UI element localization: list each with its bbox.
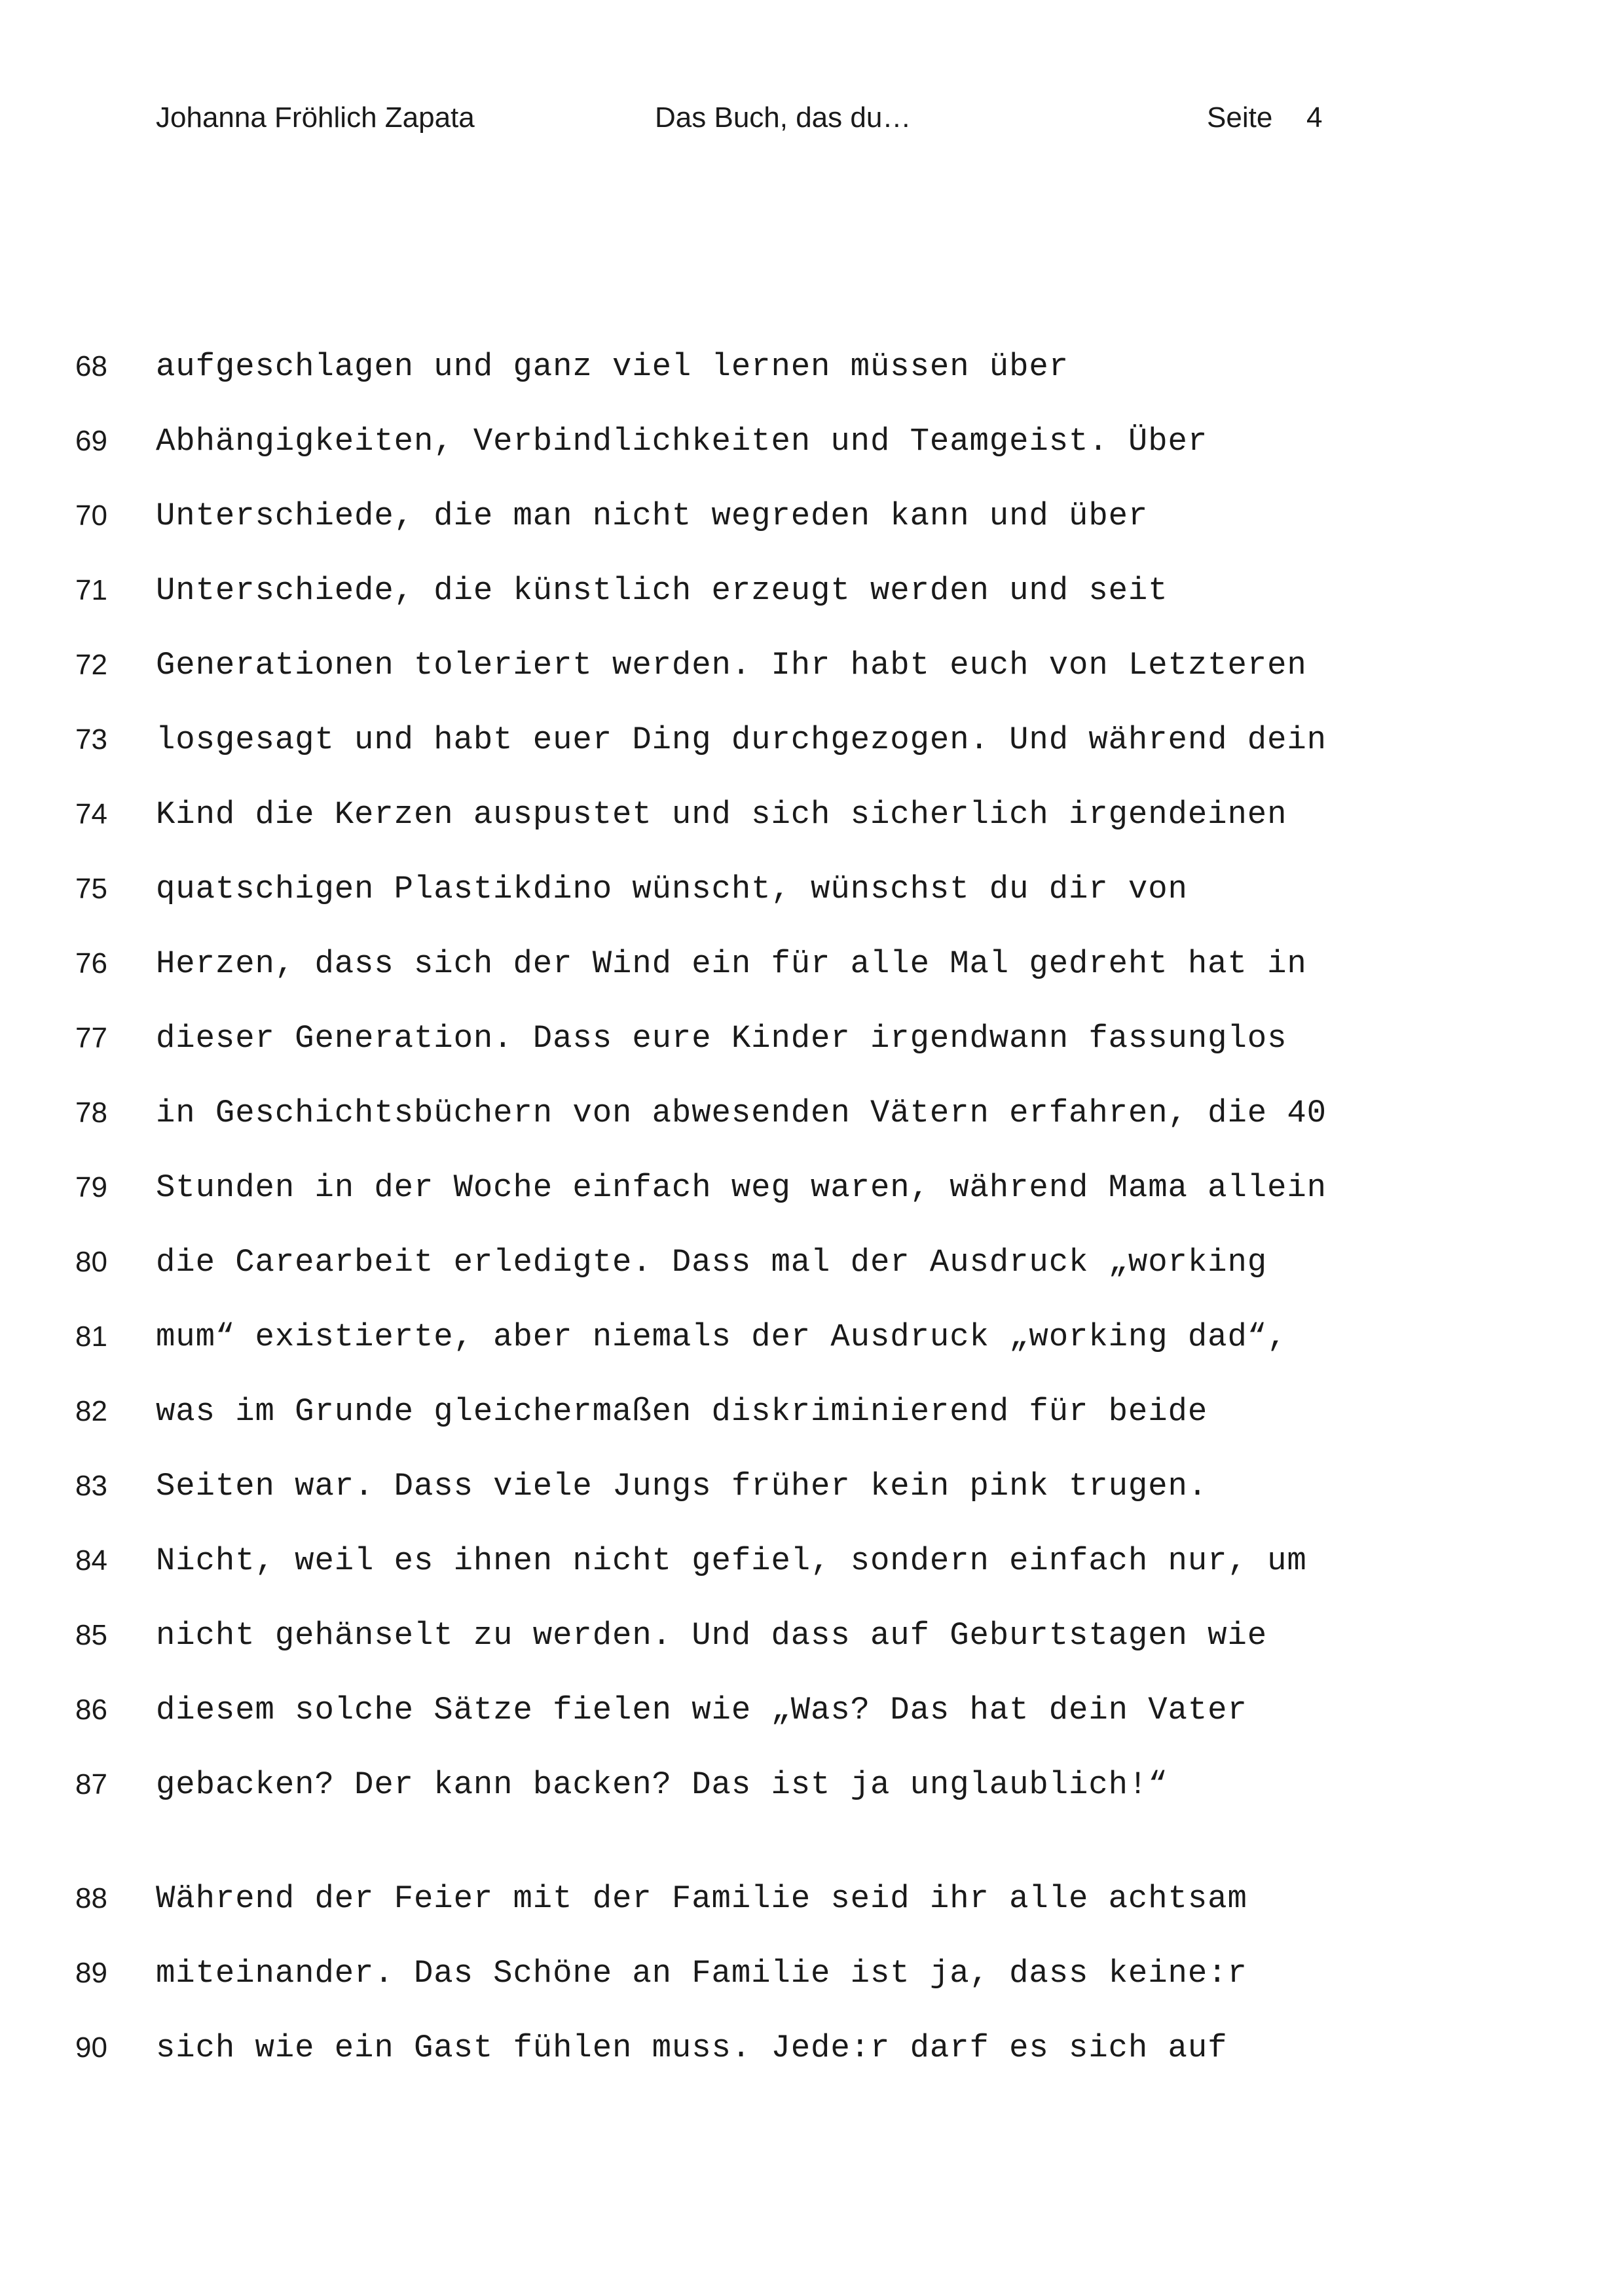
manuscript-line <box>0 340 1624 393</box>
manuscript-line <box>0 1236 1624 1288</box>
line-text: Seiten war. Dass viele Jungs früher kein pink trugen. <box>156 1468 1208 1504</box>
header-page-number: 4 <box>1306 101 1323 134</box>
line-number: 78 <box>75 1097 107 1129</box>
manuscript-line <box>0 564 1624 617</box>
line-number: 89 <box>75 1957 107 1989</box>
line-text: Herzen, dass sich der Wind ein für alle Mal gedreht hat in <box>156 945 1307 982</box>
line-number: 80 <box>75 1246 107 1278</box>
manuscript-line <box>0 1758 1624 1811</box>
line-number: 79 <box>75 1171 107 1203</box>
line-text: Unterschiede, die man nicht wegreden kann und über <box>156 498 1149 534</box>
line-text: Nicht, weil es ihnen nicht gefiel, sondern einfach nur, um <box>156 1542 1307 1579</box>
line-number: 77 <box>75 1022 107 1054</box>
manuscript-line <box>0 1012 1624 1065</box>
line-text: Abhängigkeiten, Verbindlichkeiten und Teamgeist. Über <box>156 423 1208 460</box>
header-author: Johanna Fröhlich Zapata <box>156 101 475 134</box>
line-number: 71 <box>75 574 107 606</box>
manuscript-line <box>0 639 1624 691</box>
line-text: miteinander. Das Schöne an Familie ist ja, dass keine:r <box>156 1955 1247 1992</box>
manuscript-line <box>0 788 1624 841</box>
line-number: 84 <box>75 1544 107 1576</box>
manuscript-line <box>0 1947 1624 1999</box>
line-text: Während der Feier mit der Familie seid ihr alle achtsam <box>156 1880 1247 1917</box>
header-title: Das Buch, das du… <box>655 101 912 134</box>
line-number: 72 <box>75 649 107 681</box>
line-text: gebacken? Der kann backen? Das ist ja unglaublich!“ <box>156 1766 1168 1803</box>
page-header <box>0 98 1624 137</box>
line-number: 81 <box>75 1321 107 1353</box>
manuscript-line <box>0 1535 1624 1587</box>
line-number: 74 <box>75 798 107 830</box>
line-number: 87 <box>75 1768 107 1800</box>
line-text: nicht gehänselt zu werden. Und dass auf Geburtstagen wie <box>156 1617 1268 1654</box>
line-text: losgesagt und habt euer Ding durchgezogen. Und während dein <box>156 721 1327 758</box>
line-number: 88 <box>75 1882 107 1914</box>
line-number: 86 <box>75 1694 107 1726</box>
line-text: die Carearbeit erledigte. Dass mal der Ausdruck „working <box>156 1244 1268 1281</box>
manuscript-line <box>0 1872 1624 1925</box>
line-number: 82 <box>75 1395 107 1427</box>
manuscript-line <box>0 415 1624 467</box>
line-text: dieser Generation. Dass eure Kinder irgendwann fassunglos <box>156 1020 1287 1057</box>
line-number: 69 <box>75 425 107 457</box>
manuscript-line <box>0 1311 1624 1363</box>
line-number: 90 <box>75 2032 107 2064</box>
line-text: quatschigen Plastikdino wünscht, wünschst du dir von <box>156 871 1188 907</box>
header-page-label: Seite <box>1207 101 1273 134</box>
manuscript-line <box>0 1087 1624 1139</box>
line-text: aufgeschlagen und ganz viel lernen müssen über <box>156 348 1069 385</box>
manuscript-line <box>0 1609 1624 1662</box>
line-number: 70 <box>75 500 107 532</box>
manuscript-line <box>0 2022 1624 2074</box>
line-text: Generationen toleriert werden. Ihr habt euch von Letzteren <box>156 647 1307 683</box>
line-text: Stunden in der Woche einfach weg waren, während Mama allein <box>156 1169 1327 1206</box>
manuscript-line <box>0 938 1624 990</box>
line-number: 68 <box>75 350 107 382</box>
manuscript-line <box>0 714 1624 766</box>
line-text: Kind die Kerzen auspustet und sich sicherlich irgendeinen <box>156 796 1287 833</box>
manuscript-line <box>0 1161 1624 1214</box>
line-text: was im Grunde gleichermaßen diskriminierend für beide <box>156 1393 1208 1430</box>
manuscript-line <box>0 863 1624 915</box>
line-text: Unterschiede, die künstlich erzeugt werden und seit <box>156 572 1168 609</box>
manuscript-line <box>0 1684 1624 1736</box>
line-number: 75 <box>75 873 107 905</box>
manuscript-line <box>0 490 1624 542</box>
line-number: 85 <box>75 1619 107 1651</box>
line-text: diesem solche Sätze fielen wie „Was? Das hat dein Vater <box>156 1692 1247 1728</box>
manuscript-line <box>0 1460 1624 1512</box>
line-text: sich wie ein Gast fühlen muss. Jede:r darf es sich auf <box>156 2030 1228 2066</box>
line-text: mum“ existierte, aber niemals der Ausdruck „working dad“, <box>156 1319 1287 1355</box>
line-number: 83 <box>75 1470 107 1502</box>
line-number: 76 <box>75 947 107 979</box>
manuscript-line <box>0 1385 1624 1438</box>
line-text: in Geschichtsbüchern von abwesenden Vätern erfahren, die 40 <box>156 1095 1327 1131</box>
line-number: 73 <box>75 723 107 756</box>
